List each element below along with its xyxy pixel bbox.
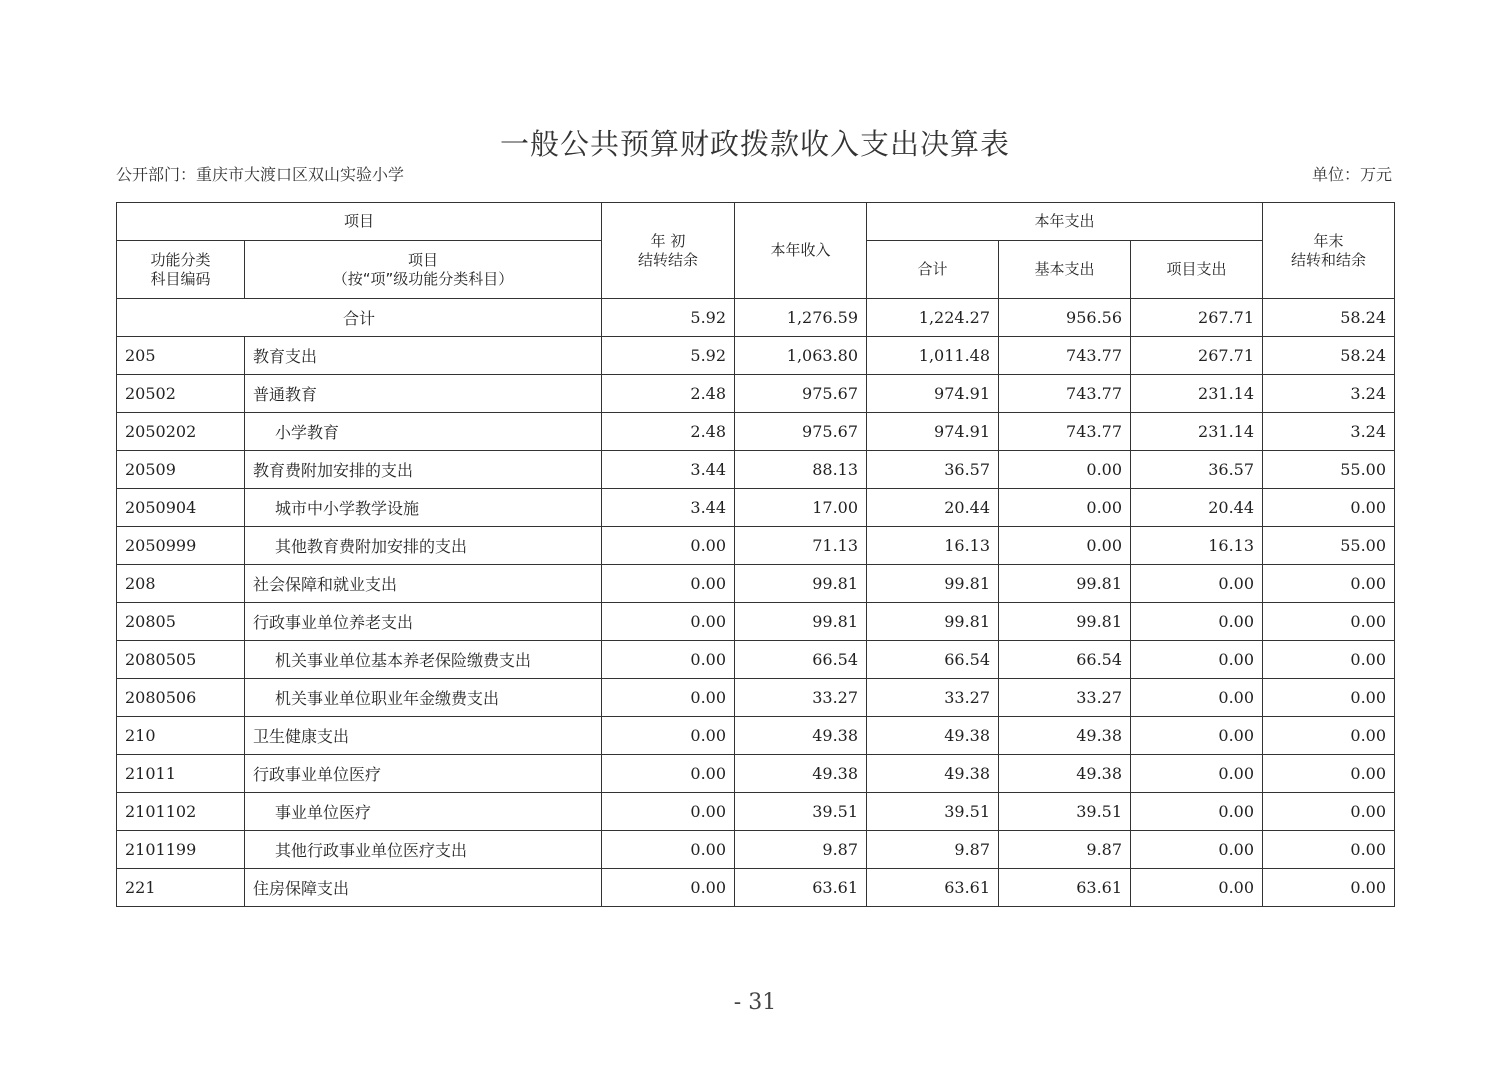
header-opening-line2: 结转结余 — [638, 250, 699, 269]
table-row — [117, 755, 1395, 793]
row-code: 21011 — [117, 755, 245, 793]
row-closing: 0.00 — [1263, 755, 1395, 793]
row-closing: 0.00 — [1263, 717, 1395, 755]
row-exp-basic: 39.51 — [999, 793, 1131, 831]
row-code: 2050904 — [117, 489, 245, 527]
row-income: 66.54 — [735, 641, 867, 679]
row-code: 20502 — [117, 375, 245, 413]
row-income: 1,063.80 — [735, 337, 867, 375]
header-income: 本年收入 — [735, 203, 867, 299]
row-name: 社会保障和就业支出 — [245, 565, 602, 603]
table-row — [117, 337, 1395, 375]
total-exp-total: 1,224.27 — [867, 299, 999, 337]
row-name: 城市中小学教学设施 — [245, 489, 602, 527]
row-opening: 0.00 — [602, 603, 735, 641]
row-exp-total: 49.38 — [867, 755, 999, 793]
total-closing: 58.24 — [1263, 299, 1395, 337]
row-exp-total: 49.38 — [867, 717, 999, 755]
row-exp-total: 16.13 — [867, 527, 999, 565]
row-name: 机关事业单位职业年金缴费支出 — [245, 679, 602, 717]
row-name: 其他行政事业单位医疗支出 — [245, 831, 602, 869]
row-exp-total: 63.61 — [867, 869, 999, 907]
row-exp-basic: 0.00 — [999, 451, 1131, 489]
row-exp-total: 39.51 — [867, 793, 999, 831]
row-exp-total: 36.57 — [867, 451, 999, 489]
row-income: 33.27 — [735, 679, 867, 717]
row-closing: 0.00 — [1263, 831, 1395, 869]
row-opening: 0.00 — [602, 755, 735, 793]
table-row — [117, 869, 1395, 907]
row-exp-project: 0.00 — [1131, 869, 1263, 907]
row-exp-total: 974.91 — [867, 375, 999, 413]
header-expense-group: 本年支出 — [867, 203, 1263, 241]
row-code: 20805 — [117, 603, 245, 641]
row-name: 事业单位医疗 — [245, 793, 602, 831]
page-number: - 31 — [733, 990, 777, 1015]
table-row — [117, 679, 1395, 717]
header-item — [245, 241, 602, 299]
row-income: 49.38 — [735, 755, 867, 793]
row-name: 小学教育 — [245, 413, 602, 451]
row-closing: 55.00 — [1263, 527, 1395, 565]
row-exp-project: 0.00 — [1131, 679, 1263, 717]
row-exp-total: 1,011.48 — [867, 337, 999, 375]
total-label: 合计 — [117, 299, 602, 337]
row-code: 2101102 — [117, 793, 245, 831]
row-exp-total: 66.54 — [867, 641, 999, 679]
total-exp-project: 267.71 — [1131, 299, 1263, 337]
row-exp-basic: 0.00 — [999, 489, 1131, 527]
row-code: 2101199 — [117, 831, 245, 869]
row-exp-project: 0.00 — [1131, 641, 1263, 679]
table-row — [117, 717, 1395, 755]
table-row — [117, 527, 1395, 565]
header-exp-basic: 基本支出 — [999, 241, 1131, 299]
table-row — [117, 641, 1395, 679]
department-label: 公开部门：重庆市大渡口区双山实验小学 — [116, 165, 405, 184]
row-opening: 2.48 — [602, 413, 735, 451]
row-name: 住房保障支出 — [245, 869, 602, 907]
row-opening: 0.00 — [602, 527, 735, 565]
row-income: 99.81 — [735, 603, 867, 641]
row-opening: 0.00 — [602, 793, 735, 831]
table-row — [117, 793, 1395, 831]
table-row — [117, 413, 1395, 451]
row-closing: 0.00 — [1263, 565, 1395, 603]
row-exp-project: 36.57 — [1131, 451, 1263, 489]
row-exp-project: 267.71 — [1131, 337, 1263, 375]
row-exp-basic: 743.77 — [999, 375, 1131, 413]
row-closing: 0.00 — [1263, 869, 1395, 907]
row-exp-project: 0.00 — [1131, 831, 1263, 869]
row-name: 卫生健康支出 — [245, 717, 602, 755]
table-row — [117, 831, 1395, 869]
header-item-line1: 项目 — [408, 250, 439, 269]
row-closing: 58.24 — [1263, 337, 1395, 375]
table-row — [117, 375, 1395, 413]
row-exp-basic: 49.38 — [999, 717, 1131, 755]
row-closing: 3.24 — [1263, 375, 1395, 413]
row-exp-basic: 99.81 — [999, 565, 1131, 603]
row-name: 普通教育 — [245, 375, 602, 413]
row-income: 17.00 — [735, 489, 867, 527]
row-name: 机关事业单位基本养老保险缴费支出 — [245, 641, 602, 679]
row-exp-project: 20.44 — [1131, 489, 1263, 527]
row-opening: 3.44 — [602, 489, 735, 527]
row-exp-basic: 66.54 — [999, 641, 1131, 679]
header-row-1 — [117, 203, 1395, 241]
row-income: 88.13 — [735, 451, 867, 489]
row-opening: 3.44 — [602, 451, 735, 489]
total-opening: 5.92 — [602, 299, 735, 337]
row-opening: 0.00 — [602, 869, 735, 907]
row-exp-basic: 743.77 — [999, 337, 1131, 375]
budget-table — [116, 202, 1395, 907]
row-exp-project: 0.00 — [1131, 755, 1263, 793]
row-name: 行政事业单位养老支出 — [245, 603, 602, 641]
row-closing: 55.00 — [1263, 451, 1395, 489]
row-income: 71.13 — [735, 527, 867, 565]
row-income: 49.38 — [735, 717, 867, 755]
header-exp-total: 合计 — [867, 241, 999, 299]
row-exp-basic: 49.38 — [999, 755, 1131, 793]
table-row — [117, 489, 1395, 527]
row-income: 975.67 — [735, 375, 867, 413]
total-row — [117, 299, 1395, 337]
total-exp-basic: 956.56 — [999, 299, 1131, 337]
row-exp-project: 0.00 — [1131, 793, 1263, 831]
row-income: 63.61 — [735, 869, 867, 907]
row-code: 2080505 — [117, 641, 245, 679]
row-code: 205 — [117, 337, 245, 375]
row-closing: 3.24 — [1263, 413, 1395, 451]
row-exp-project: 16.13 — [1131, 527, 1263, 565]
row-name: 教育费附加安排的支出 — [245, 451, 602, 489]
row-exp-project: 0.00 — [1131, 603, 1263, 641]
row-opening: 2.48 — [602, 375, 735, 413]
row-exp-basic: 743.77 — [999, 413, 1131, 451]
row-exp-total: 33.27 — [867, 679, 999, 717]
header-func-code — [117, 241, 245, 299]
row-exp-basic: 9.87 — [999, 831, 1131, 869]
header-opening-line1: 年 初 — [650, 231, 686, 250]
row-income: 9.87 — [735, 831, 867, 869]
row-opening: 0.00 — [602, 679, 735, 717]
row-name: 其他教育费附加安排的支出 — [245, 527, 602, 565]
row-code: 2050999 — [117, 527, 245, 565]
header-closing-line1: 年末 — [1313, 231, 1344, 250]
row-exp-project: 231.14 — [1131, 413, 1263, 451]
row-code: 2080506 — [117, 679, 245, 717]
table-row — [117, 565, 1395, 603]
row-income: 39.51 — [735, 793, 867, 831]
row-closing: 0.00 — [1263, 641, 1395, 679]
row-exp-project: 231.14 — [1131, 375, 1263, 413]
header-closing-line2: 结转和结余 — [1291, 250, 1367, 269]
row-opening: 5.92 — [602, 337, 735, 375]
row-opening: 0.00 — [602, 641, 735, 679]
row-closing: 0.00 — [1263, 603, 1395, 641]
row-exp-total: 99.81 — [867, 603, 999, 641]
table-row — [117, 603, 1395, 641]
row-code: 2050202 — [117, 413, 245, 451]
row-code: 20509 — [117, 451, 245, 489]
row-exp-total: 99.81 — [867, 565, 999, 603]
header-item-line2: （按“项”级功能分类科目） — [332, 269, 514, 288]
page-title: 一般公共预算财政拨款收入支出决算表 — [499, 127, 1010, 161]
total-income: 1,276.59 — [735, 299, 867, 337]
row-opening: 0.00 — [602, 565, 735, 603]
row-income: 975.67 — [735, 413, 867, 451]
row-opening: 0.00 — [602, 831, 735, 869]
row-closing: 0.00 — [1263, 679, 1395, 717]
row-closing: 0.00 — [1263, 489, 1395, 527]
row-exp-basic: 99.81 — [999, 603, 1131, 641]
row-name: 教育支出 — [245, 337, 602, 375]
unit-label: 单位：万元 — [1311, 165, 1392, 184]
row-exp-basic: 0.00 — [999, 527, 1131, 565]
header-func-code-line2: 科目编码 — [150, 269, 211, 288]
row-name: 行政事业单位医疗 — [245, 755, 602, 793]
row-exp-project: 0.00 — [1131, 565, 1263, 603]
row-exp-total: 20.44 — [867, 489, 999, 527]
row-opening: 0.00 — [602, 717, 735, 755]
row-code: 221 — [117, 869, 245, 907]
row-code: 210 — [117, 717, 245, 755]
row-code: 208 — [117, 565, 245, 603]
header-func-code-line1: 功能分类 — [150, 250, 211, 269]
header-exp-project: 项目支出 — [1131, 241, 1263, 299]
row-exp-basic: 33.27 — [999, 679, 1131, 717]
row-income: 99.81 — [735, 565, 867, 603]
header-opening-balance — [602, 203, 735, 299]
row-exp-total: 9.87 — [867, 831, 999, 869]
header-closing-balance — [1263, 203, 1395, 299]
row-exp-total: 974.91 — [867, 413, 999, 451]
row-closing: 0.00 — [1263, 793, 1395, 831]
table-row — [117, 451, 1395, 489]
row-exp-basic: 63.61 — [999, 869, 1131, 907]
header-project-group: 项目 — [117, 203, 602, 241]
row-exp-project: 0.00 — [1131, 717, 1263, 755]
